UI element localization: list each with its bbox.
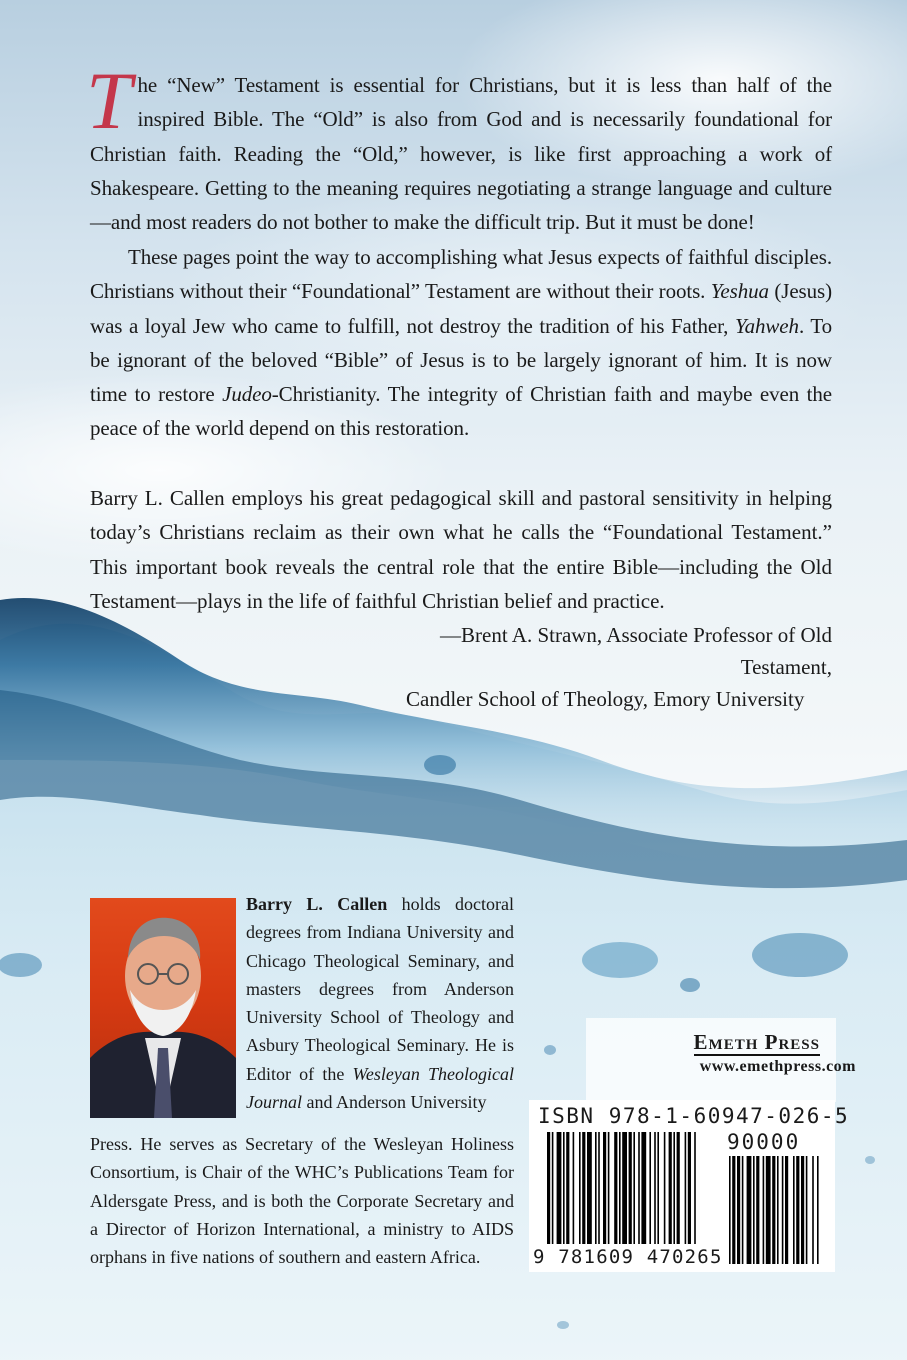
attribution-line-1: —Brent A. Strawn, Associate Professor of Old Testament, bbox=[440, 623, 832, 679]
barcode-addon-bar bbox=[742, 1156, 744, 1264]
author-bio bbox=[246, 890, 514, 1116]
barcode-addon-bar bbox=[747, 1156, 752, 1264]
endorsement-attribution bbox=[350, 619, 840, 715]
intro-yeshua: Yeshua bbox=[710, 279, 769, 304]
barcode-bar bbox=[552, 1132, 554, 1244]
barcode-bar bbox=[598, 1132, 600, 1244]
barcode-addon-bar bbox=[766, 1156, 771, 1264]
barcode-addon-bar bbox=[806, 1156, 808, 1264]
barcode-bar bbox=[603, 1132, 606, 1244]
barcode-bar bbox=[688, 1132, 691, 1244]
barcode-addon-bar bbox=[796, 1156, 799, 1264]
price-addon-label: 90000 bbox=[727, 1130, 801, 1154]
barcode-bar bbox=[579, 1132, 581, 1244]
barcode-bar bbox=[649, 1132, 651, 1244]
barcode-bar bbox=[685, 1132, 687, 1244]
barcode-bar bbox=[673, 1132, 675, 1244]
barcode-bar bbox=[595, 1132, 597, 1244]
barcode-bar bbox=[654, 1132, 656, 1244]
barcode-addon-bar bbox=[756, 1156, 759, 1264]
isbn-barcode bbox=[529, 1100, 850, 1272]
barcode-bar bbox=[619, 1132, 621, 1244]
barcode-addon-bar bbox=[782, 1156, 784, 1264]
intro-paragraph-2-text-a: These pages point the way to accomplishing what Jesus expects of faithful disciples. Christians without their “Foundational” Testament are without their roots. bbox=[90, 245, 832, 304]
barcode-bar bbox=[664, 1132, 666, 1244]
barcode-bar bbox=[657, 1132, 659, 1244]
barcode-addon-bar bbox=[763, 1156, 765, 1264]
barcode-bar bbox=[694, 1132, 696, 1244]
barcode-bar bbox=[633, 1132, 635, 1244]
publisher-url: www.emethpress.com bbox=[699, 1058, 856, 1075]
barcode-bar bbox=[566, 1132, 569, 1244]
barcode-addon-bar bbox=[812, 1156, 814, 1264]
isbn-label: ISBN 978-1-60947-026-5 bbox=[538, 1104, 850, 1128]
author-photo bbox=[90, 898, 236, 1118]
drop-cap: T bbox=[86, 55, 132, 146]
endorsement-quote: Barry L. Callen employs his great pedagogical skill and pastoral sensitivity in helping today’s Christians reclaim as their own what he calls the “Foundational Testament.” This important book reveals the central role that the entire Bible—including the Old Testament—plays in the life of faithful Christian belief and practice. bbox=[90, 486, 832, 613]
author-journal: Wesleyan Theological Journal bbox=[246, 1063, 514, 1113]
intro-judeo: Judeo bbox=[222, 382, 272, 407]
publisher-name: Emeth Press bbox=[693, 1030, 820, 1054]
barcode-bar bbox=[563, 1132, 565, 1244]
attribution-line-2: Candler School of Theology, Emory University bbox=[406, 687, 805, 711]
barcode-addon-bar bbox=[777, 1156, 779, 1264]
barcode-bar bbox=[582, 1132, 585, 1244]
intro-paragraph-1 bbox=[86, 55, 832, 239]
barcode-bar bbox=[677, 1132, 680, 1244]
intro-paragraph-2-text-b: (Jesus) was a loyal Jew who came to fulfill, not destroy the tradition of his Father, bbox=[90, 279, 832, 338]
author-bio-continued: Press. He serves as Secretary of the Wesleyan Holiness Consortium, is Chair of the WHC’s Publications Team for Aldersgate Press, and is both the Corporate Secretary and a Director of Horizon International, a ministry to AIDS orphans in five nations of southern and eastern Africa. bbox=[90, 1134, 514, 1268]
barcode-addon-bar bbox=[772, 1156, 775, 1264]
barcode-bar bbox=[587, 1132, 592, 1244]
barcode-bar bbox=[614, 1132, 617, 1244]
intro-paragraph-2-text-d: -Christianity. The integrity of Christian faith and maybe even the peace of the world depend on this restoration. bbox=[90, 382, 832, 441]
barcode-addon-bar bbox=[801, 1156, 804, 1264]
barcode-bar bbox=[573, 1132, 575, 1244]
barcode-bar bbox=[557, 1132, 562, 1244]
barcode-addon-bar bbox=[729, 1156, 731, 1264]
barcode-bar bbox=[669, 1132, 672, 1244]
barcode-addon-bar bbox=[817, 1156, 819, 1264]
barcode-bar bbox=[547, 1132, 550, 1244]
author-bio-text-a: holds doctoral degrees from Indiana University and Chicago Theological Seminary, and masters degrees from Anderson University School of Theology and Asbury Theological Seminary. He is Editor of the bbox=[246, 894, 514, 1084]
barcode-bar bbox=[629, 1132, 632, 1244]
barcode-bar bbox=[641, 1132, 646, 1244]
barcode-bar bbox=[608, 1132, 610, 1244]
barcode-addon-bar bbox=[732, 1156, 735, 1264]
publisher-block bbox=[586, 1018, 856, 1102]
intro-yahweh: Yahweh bbox=[734, 313, 799, 338]
intro-paragraph-1-text: he “New” Testament is essential for Christians, but it is less than half of the inspired Bible. The “Old” is also from God and is necessarily foundational for Christian faith. Reading the “Old,” however, is like first approaching a work of Shakespeare. Getting to the meaning requires negotiating a strange language and culture—and most readers do not bother to make the difficult trip. But it must be done! bbox=[90, 73, 832, 235]
author-bio-text-b: and Anderson University bbox=[302, 1092, 487, 1113]
ean-digits: 9 781609 470265 bbox=[533, 1246, 723, 1268]
barcode-addon-bar bbox=[785, 1156, 788, 1264]
barcode-addon-bar bbox=[753, 1156, 755, 1264]
barcode-bar bbox=[622, 1132, 627, 1244]
author-name: Barry L. Callen bbox=[246, 894, 388, 914]
intro-paragraph-2 bbox=[90, 240, 832, 446]
barcode-addon-bar bbox=[737, 1156, 740, 1264]
intro-paragraph-2-text-c: . To be ignorant of the beloved “Bible” of Jesus is to be largely ignorant of him. It is now time to restore bbox=[90, 313, 832, 407]
barcode-bar bbox=[638, 1132, 640, 1244]
barcode-addon-bar bbox=[793, 1156, 795, 1264]
